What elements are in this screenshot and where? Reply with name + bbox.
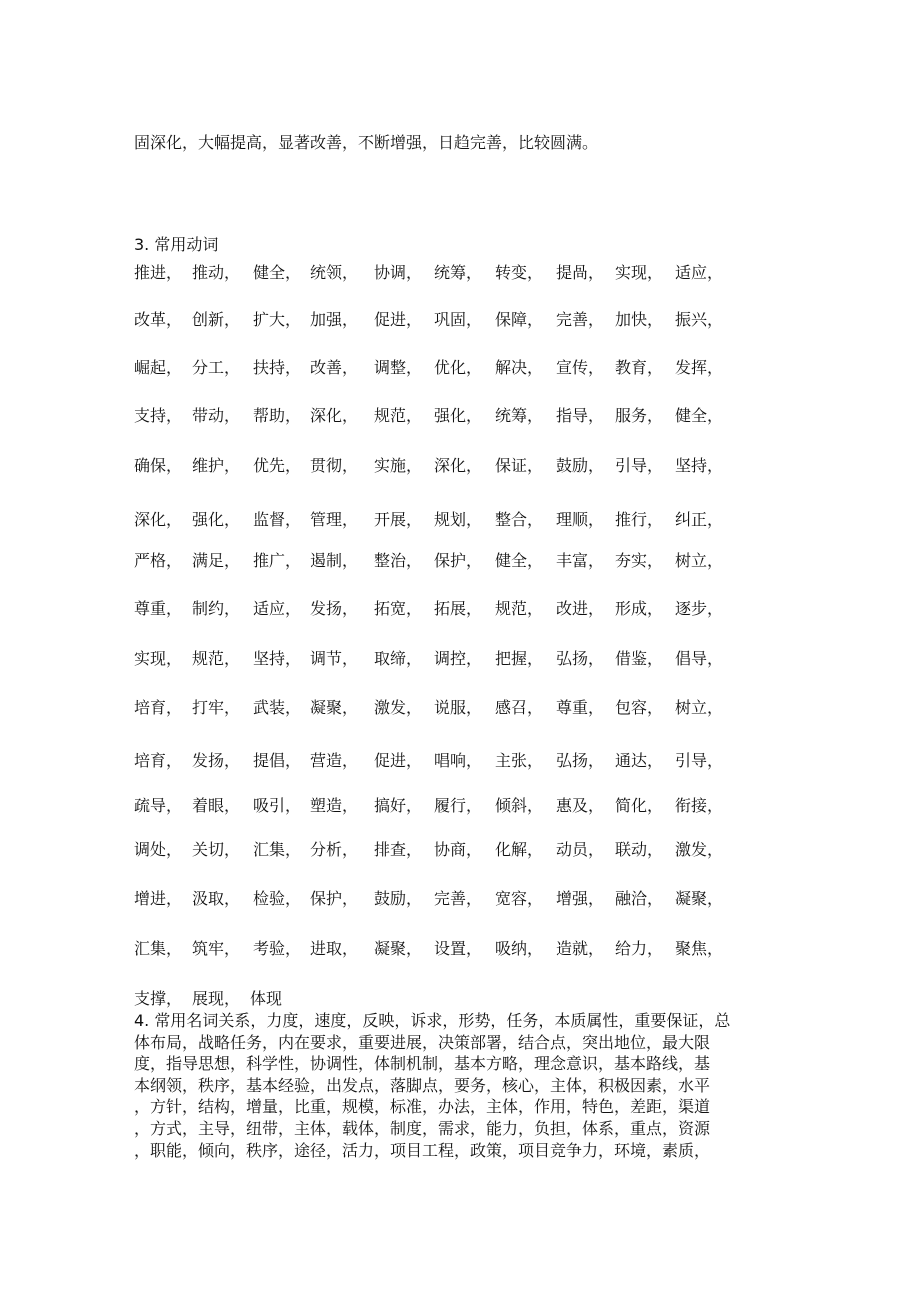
verb-item: 凝聚， <box>675 889 724 908</box>
verb-item: 转变， <box>495 263 544 282</box>
verb-item: 设置， <box>434 939 483 958</box>
verb-item: 动员， <box>556 840 605 859</box>
verb-row <box>134 795 774 817</box>
verb-item: 坚持， <box>253 649 302 668</box>
verb-item: 保障， <box>495 310 544 329</box>
verb-item: 健全， <box>253 263 302 282</box>
verb-item: 规范， <box>495 599 544 618</box>
verb-item: 加强， <box>310 310 359 329</box>
verb-item: 武装， <box>253 698 302 717</box>
verb-item: 实现， <box>615 263 664 282</box>
verb-item: 协调， <box>374 263 423 282</box>
intro-line: 固深化，大幅提高，显著改善，不断增强，日趋完善，比较圆满。 <box>134 133 599 152</box>
verb-item: 满足， <box>192 551 241 570</box>
verb-item: 保护， <box>434 551 483 570</box>
verb-item: 营造， <box>310 751 359 770</box>
verb-item: 理顺， <box>556 510 605 529</box>
verb-item: 适应， <box>675 263 724 282</box>
verb-item: 主张， <box>495 751 544 770</box>
verb-item: 扶持， <box>253 358 302 377</box>
verb-item: 推行， <box>615 510 664 529</box>
verb-item: 树立， <box>675 698 724 717</box>
verb-item: 鼓励， <box>556 456 605 475</box>
verb-item: 严格， <box>134 551 183 570</box>
verb-item: 深化， <box>434 456 483 475</box>
verb-item: 规范， <box>374 406 423 425</box>
verb-item: 振兴， <box>675 310 724 329</box>
verb-item: 规范， <box>192 649 241 668</box>
verb-item: 进取， <box>310 939 359 958</box>
verb-item: 丰富， <box>556 551 605 570</box>
verb-item: 履行， <box>434 796 483 815</box>
verb-row <box>134 888 774 910</box>
section-4-line: 体布局，战略任务，内在要求，重要进展，决策部署，结合点，突出地位，最大限 <box>134 1032 711 1052</box>
verb-item: 提咼， <box>556 263 605 282</box>
verb-item: 调节， <box>310 649 359 668</box>
verb-item: 着眼， <box>192 796 241 815</box>
verb-item: 汇集， <box>253 840 302 859</box>
verb-item: 拓宽， <box>374 599 423 618</box>
verb-item: 完善， <box>434 889 483 908</box>
verb-item: 保证， <box>495 456 544 475</box>
verb-item: 吸引， <box>253 796 302 815</box>
verb-item: 适应， <box>253 599 302 618</box>
verb-row <box>134 405 774 427</box>
verb-item: 深化， <box>310 406 359 425</box>
verb-item: 改进， <box>556 599 605 618</box>
verb-item: 化解， <box>495 840 544 859</box>
verb-item: 强化， <box>434 406 483 425</box>
verb-item: 调处， <box>134 840 183 859</box>
verb-item: 联动， <box>615 840 664 859</box>
verb-item: 培育， <box>134 698 183 717</box>
verb-item: 巩固， <box>434 310 483 329</box>
verb-item: 支撑， <box>134 989 183 1008</box>
verb-item: 引导， <box>615 456 664 475</box>
verb-item: 推进， <box>134 263 183 282</box>
verb-item: 感召， <box>495 698 544 717</box>
verb-item: 弘扬， <box>556 751 605 770</box>
verb-item: 聚焦， <box>675 939 724 958</box>
verb-item: 促进， <box>374 310 423 329</box>
section-4-line: 4. 常用名词关系，力度，速度，反映，诉求，形势，任务，本质属性，重要保证，总 <box>134 1011 731 1030</box>
verb-item: 给力， <box>615 939 664 958</box>
verb-item: 倾斜， <box>495 796 544 815</box>
verb-row <box>134 309 774 331</box>
verb-item: 关切， <box>192 840 241 859</box>
verb-item: 体现 <box>250 989 283 1008</box>
verb-row <box>134 509 774 531</box>
verb-item: 树立， <box>675 551 724 570</box>
verb-item: 优先， <box>253 456 302 475</box>
verb-item: 培育， <box>134 751 183 770</box>
verb-item: 增进， <box>134 889 183 908</box>
verb-item: 调控， <box>434 649 483 668</box>
verb-item: 衔接， <box>675 796 724 815</box>
verb-item: 整合， <box>495 510 544 529</box>
verb-row <box>134 938 774 960</box>
verb-item: 完善， <box>556 310 605 329</box>
verb-item: 展现， <box>192 989 241 1008</box>
verb-item: 激发， <box>374 698 423 717</box>
verb-item: 汲取， <box>192 889 241 908</box>
section-4-line: 本纲领，秩序，基本经验，出发点，落脚点，要务，核心，主体，积极因素，水平 <box>134 1075 711 1095</box>
verb-item: 指导， <box>556 406 605 425</box>
verb-item: 贯彻， <box>310 456 359 475</box>
verb-item: 包容， <box>615 698 664 717</box>
verb-item: 打牢， <box>192 698 241 717</box>
verb-item: 遏制， <box>310 551 359 570</box>
section-4-line: ，方针，结构，增量，比重，规模，标准，办法，主体，作用，特色，差距，渠道 <box>134 1097 711 1117</box>
verb-row <box>134 750 774 772</box>
verb-item: 加快， <box>615 310 664 329</box>
verb-row <box>134 357 774 379</box>
verb-item: 统领， <box>310 263 359 282</box>
verb-row-last <box>134 988 774 1010</box>
verb-item: 改善， <box>310 358 359 377</box>
verb-item: 把握， <box>495 649 544 668</box>
verb-item: 吸纳， <box>495 939 544 958</box>
verb-item: 崛起， <box>134 358 183 377</box>
verb-item: 实现， <box>134 649 183 668</box>
verb-item: 维护， <box>192 456 241 475</box>
section-4-line: 度，指导思想，科学性，协调性，体制机制，基本方略，理念意识，基本路线，基 <box>134 1054 711 1074</box>
verb-item: 惠及， <box>556 796 605 815</box>
verb-item: 弘扬， <box>556 649 605 668</box>
verb-item: 拓展， <box>434 599 483 618</box>
verb-item: 管理， <box>310 510 359 529</box>
verb-item: 调整， <box>374 358 423 377</box>
verb-item: 增强， <box>556 889 605 908</box>
verb-row <box>134 648 774 670</box>
verb-item: 整治， <box>374 551 423 570</box>
verb-item: 搞好， <box>374 796 423 815</box>
verb-item: 检验， <box>253 889 302 908</box>
verb-item: 分工， <box>192 358 241 377</box>
verb-item: 宽容， <box>495 889 544 908</box>
verb-item: 尊重， <box>134 599 183 618</box>
verb-item: 保护， <box>310 889 359 908</box>
verb-item: 取缔， <box>374 649 423 668</box>
section-4-line: ，职能，倾向，秩序，途径，活力，项目工程，政策，项目竞争力，环境，素质， <box>134 1140 711 1160</box>
verb-item: 解决， <box>495 358 544 377</box>
verb-item: 健全， <box>495 551 544 570</box>
verb-item: 筑牢， <box>192 939 241 958</box>
verb-item: 发挥， <box>675 358 724 377</box>
verb-item: 汇集， <box>134 939 183 958</box>
section-3-heading: 3. 常用动词 <box>134 235 219 254</box>
verb-item: 通达， <box>615 751 664 770</box>
verb-item: 纠正， <box>675 510 724 529</box>
verb-item: 帮助， <box>253 406 302 425</box>
verb-item: 带动， <box>192 406 241 425</box>
verb-item: 宣传， <box>556 358 605 377</box>
verb-item: 夯实， <box>615 551 664 570</box>
verb-item: 推动， <box>192 263 241 282</box>
verb-item: 提倡， <box>253 751 302 770</box>
verb-item: 服务， <box>615 406 664 425</box>
verb-item: 鼓励， <box>374 889 423 908</box>
verb-item: 推广， <box>253 551 302 570</box>
verb-item: 规划， <box>434 510 483 529</box>
verb-item: 支持， <box>134 406 183 425</box>
verb-row <box>134 455 774 477</box>
verb-item: 说服， <box>434 698 483 717</box>
verb-item: 疏导， <box>134 796 183 815</box>
verb-item: 造就， <box>556 939 605 958</box>
section-4-paragraph <box>134 1010 774 1161</box>
verb-item: 分析， <box>310 840 359 859</box>
verb-item: 优化， <box>434 358 483 377</box>
verb-item: 融洽， <box>615 889 664 908</box>
verb-item: 协商， <box>434 840 483 859</box>
verb-item: 唱响， <box>434 751 483 770</box>
verb-item: 坚持， <box>675 456 724 475</box>
verb-item: 教育， <box>615 358 664 377</box>
verb-item: 凝聚， <box>310 698 359 717</box>
verb-item: 促进， <box>374 751 423 770</box>
verb-item: 强化， <box>192 510 241 529</box>
verb-row <box>134 262 774 284</box>
verb-item: 逐步， <box>675 599 724 618</box>
verb-item: 尊重， <box>556 698 605 717</box>
verb-item: 引导， <box>675 751 724 770</box>
section-4-line: ，方式，主导，纽带，主体，载体，制度，需求，能力，负担，体系，重点，资源 <box>134 1118 711 1138</box>
verb-item: 借鉴， <box>615 649 664 668</box>
verb-item: 深化， <box>134 510 183 529</box>
verb-item: 扩大， <box>253 310 302 329</box>
verb-row <box>134 839 774 861</box>
verb-item: 倡导， <box>675 649 724 668</box>
verb-row <box>134 550 774 572</box>
verb-item: 统筹， <box>495 406 544 425</box>
verb-item: 凝聚， <box>374 939 423 958</box>
verb-item: 制约， <box>192 599 241 618</box>
verb-item: 考验， <box>253 939 302 958</box>
verb-item: 统筹， <box>434 263 483 282</box>
verb-row <box>134 697 774 719</box>
verb-item: 实施， <box>374 456 423 475</box>
verb-item: 创新， <box>192 310 241 329</box>
verb-item: 健全， <box>675 406 724 425</box>
verb-item: 简化， <box>615 796 664 815</box>
verb-item: 形成， <box>615 599 664 618</box>
verb-item: 发扬， <box>192 751 241 770</box>
verb-item: 开展， <box>374 510 423 529</box>
verb-row <box>134 598 774 620</box>
verb-item: 塑造， <box>310 796 359 815</box>
verb-item: 确保， <box>134 456 183 475</box>
verb-item: 排查， <box>374 840 423 859</box>
verb-item: 发扬， <box>310 599 359 618</box>
verb-item: 监督， <box>253 510 302 529</box>
verb-item: 激发， <box>675 840 724 859</box>
verb-item: 改革， <box>134 310 183 329</box>
